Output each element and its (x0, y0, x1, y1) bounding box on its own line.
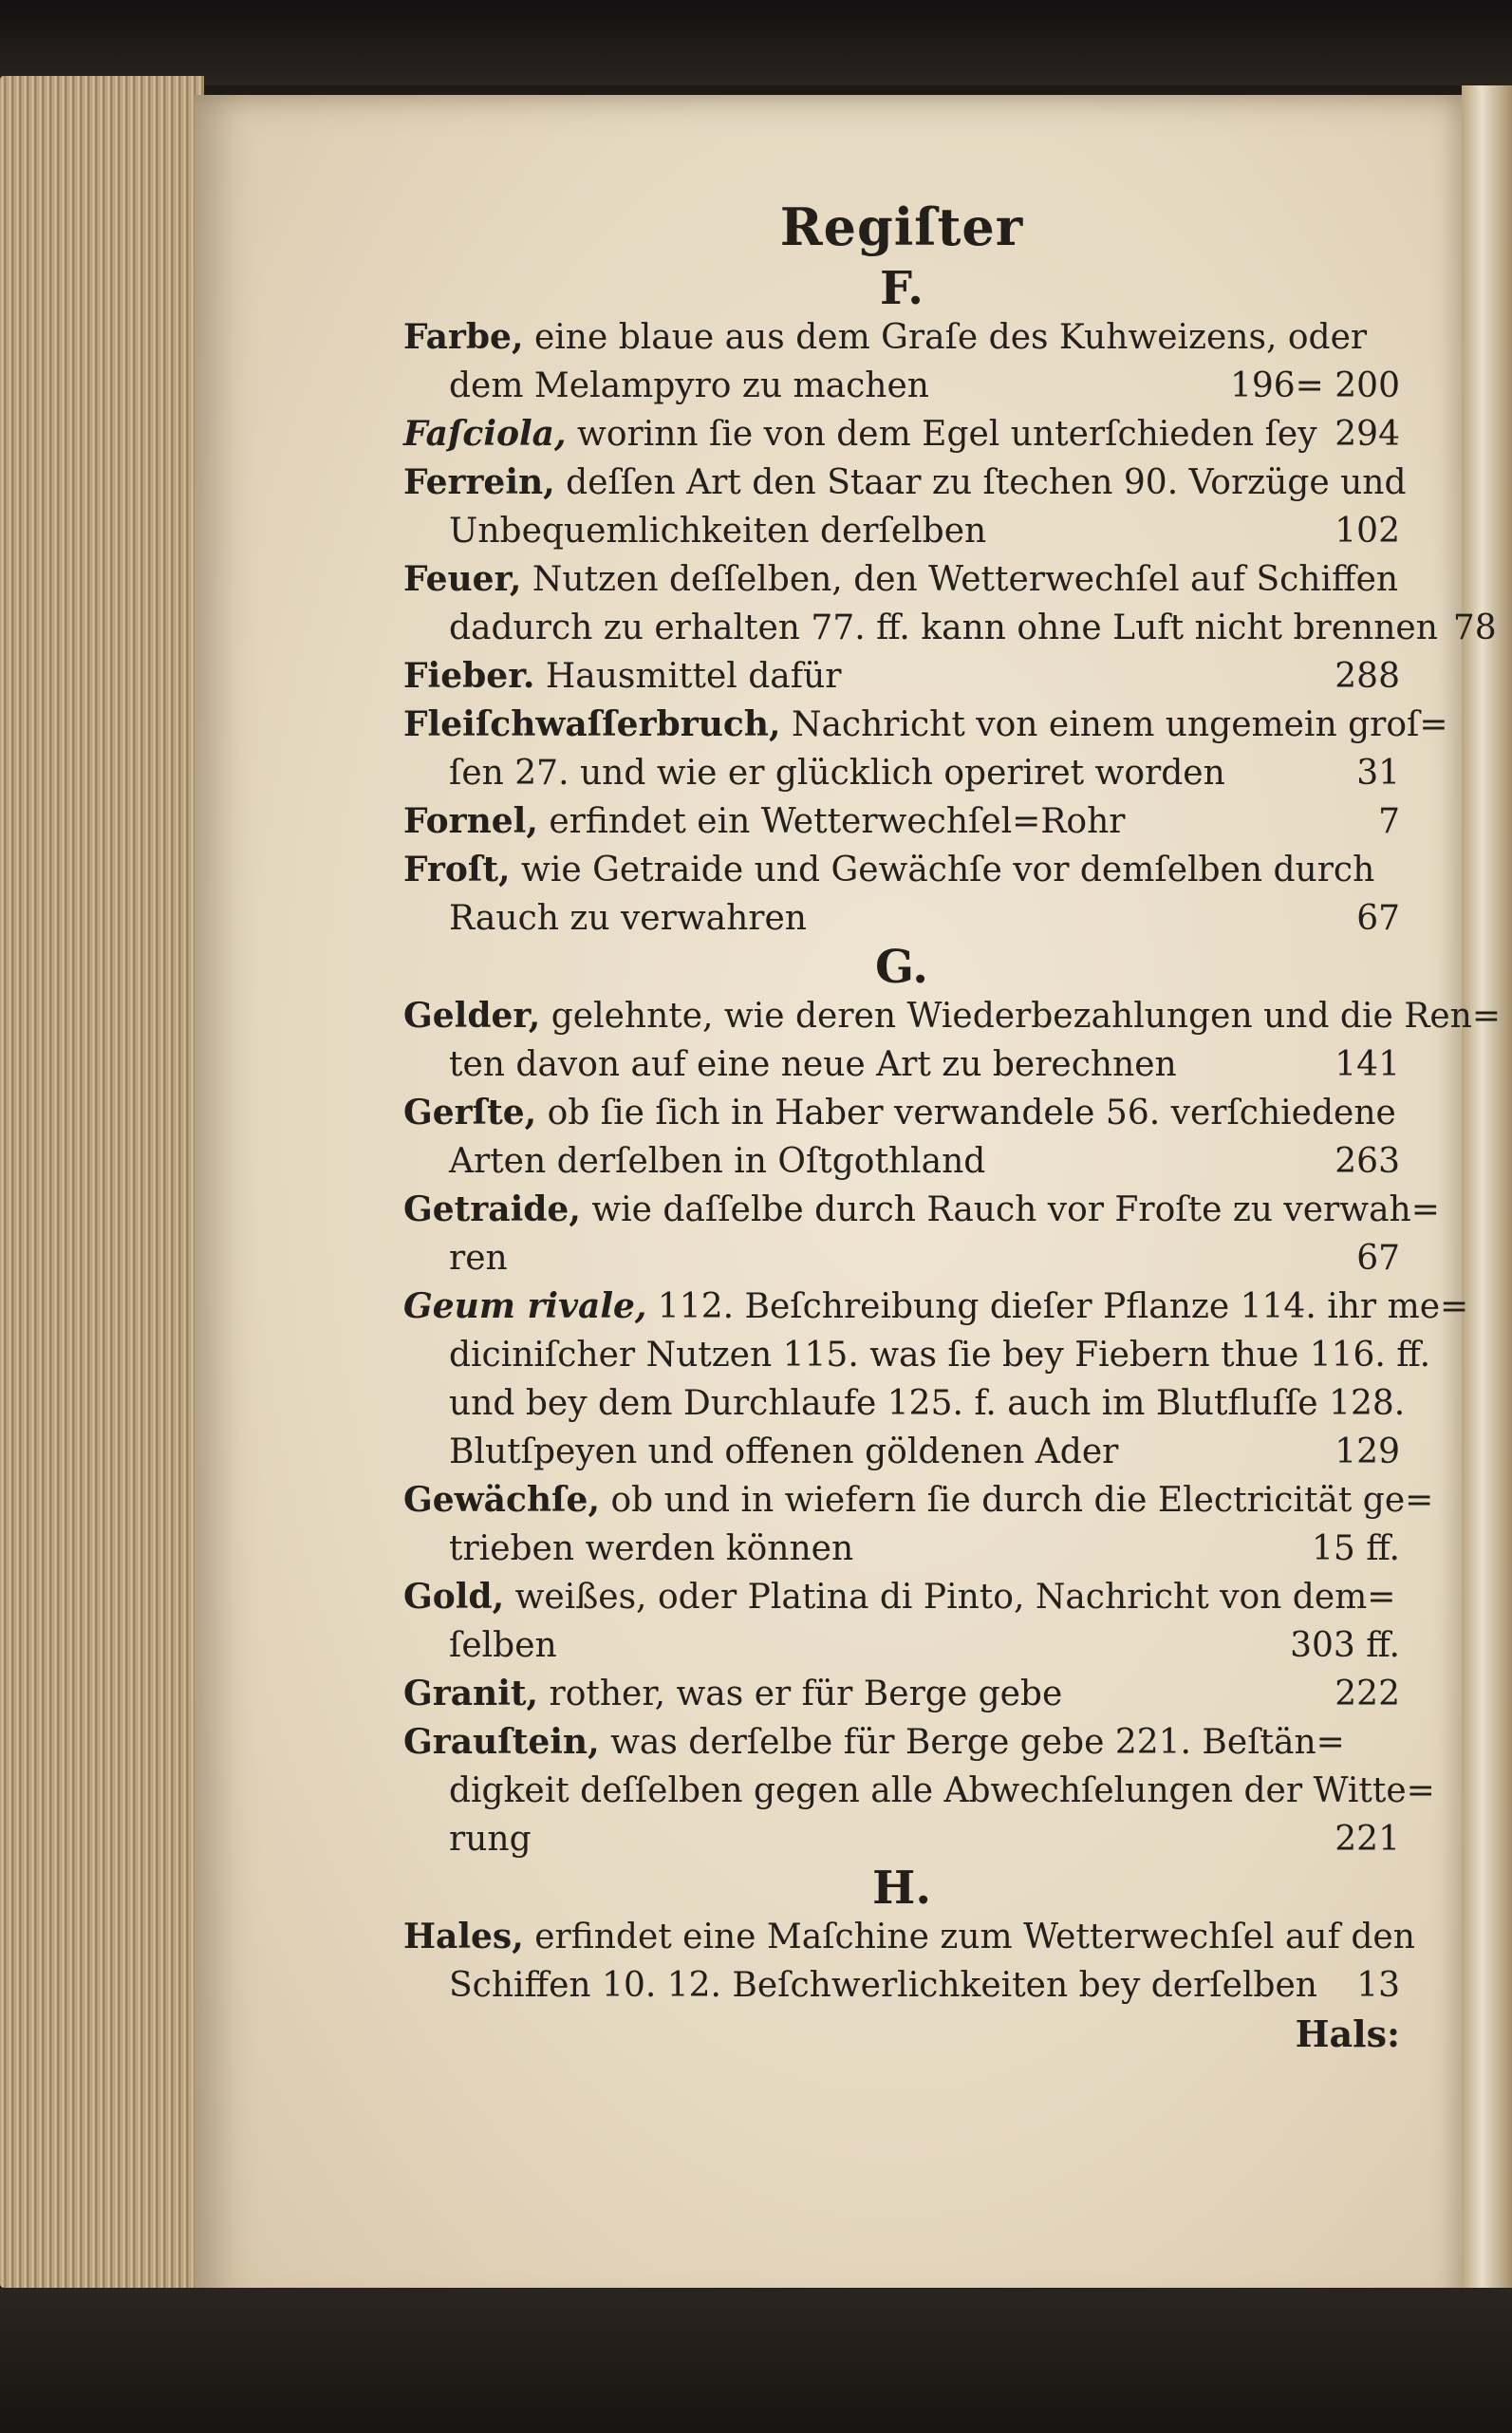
entry-line-text-wrap (449, 1961, 1341, 2010)
entry-line (403, 749, 1400, 797)
register-section (403, 1862, 1415, 2010)
register-content (403, 190, 1501, 2059)
entry-line (403, 313, 1400, 362)
entry-text: diciniſcher Nutzen 115. was ſie bey Fiebern thue 116. ff. (449, 1336, 1431, 1375)
entry-line-text-wrap (449, 1767, 1435, 1815)
entry-text: Nachricht von einem ungemein groſ= (791, 705, 1448, 744)
entry-line (403, 507, 1400, 555)
page-reference: 222 (1335, 1675, 1400, 1713)
page-reference: 13 (1356, 1966, 1400, 2005)
entry-line-text-wrap (449, 604, 1438, 652)
entry-line-text-wrap (403, 410, 1319, 459)
page-reference: 129 (1335, 1432, 1400, 1471)
entry-line-text-wrap (403, 1476, 1433, 1525)
page-title: Regiſter (779, 197, 1024, 257)
register-entry (403, 652, 1400, 701)
entry-line-text-wrap (449, 1137, 1319, 1186)
entry-text: ten davon auf eine neue Art zu berechnen (449, 1045, 1177, 1084)
entry-line-text-wrap (449, 1428, 1319, 1476)
page-reference: 7 (1378, 802, 1400, 841)
section-letter: F. (880, 262, 924, 315)
register-entry (403, 1670, 1400, 1718)
entry-text: Rauch zu verwahren (449, 899, 807, 938)
page-reference: 288 (1335, 657, 1400, 696)
entry-line (403, 1089, 1400, 1137)
entry-text: Nutzen deſſelben, den Wetterwechſel auf Schiffen (532, 560, 1399, 599)
entry-line-text-wrap (403, 459, 1407, 507)
entry-line (403, 992, 1501, 1040)
register-entry (403, 1913, 1415, 2010)
entry-line (403, 652, 1400, 701)
entry-text: rother, was er für Berge gebe (549, 1675, 1063, 1713)
entry-line-text-wrap (403, 1573, 1395, 1621)
register-entry (403, 555, 1497, 652)
entry-line (403, 1186, 1440, 1234)
register-section (403, 941, 1501, 1863)
entry-line-text-wrap (403, 1718, 1385, 1767)
register-entry (403, 1573, 1400, 1670)
entry-headword: Getraide, (403, 1189, 581, 1229)
entry-line (403, 1234, 1400, 1282)
page-reference: 141 (1335, 1045, 1400, 1084)
entry-line (403, 1961, 1400, 2010)
entry-text: Hausmittel dafür (545, 657, 842, 696)
entry-line (403, 1331, 1431, 1379)
entry-line (403, 410, 1400, 459)
entry-text: ren (449, 1239, 508, 1278)
entry-headword: Gold, (403, 1577, 505, 1617)
page-reference: 294 (1335, 415, 1400, 454)
entry-line (403, 701, 1448, 749)
entry-headword: Grauſtein, (403, 1722, 600, 1762)
entry-line (403, 1525, 1400, 1573)
entry-headword: Fornel, (403, 801, 538, 841)
register-entry (403, 797, 1400, 846)
entry-text: digkeit deſſelben gegen alle Abwechſelungen der Witte= (449, 1771, 1435, 1810)
entry-line-text-wrap (403, 701, 1448, 749)
entry-line-text-wrap (403, 652, 1319, 701)
entry-headword: Hales, (403, 1917, 524, 1956)
entry-text: Schiffen 10. 12. Beſchwerlichkeiten bey derſelben (449, 1966, 1317, 2005)
entry-text: rung (449, 1820, 532, 1859)
entry-headword: Gelder, (403, 996, 541, 1036)
entry-text: Arten derſelben in Oſtgothland (449, 1142, 986, 1181)
entry-line-text-wrap (449, 1040, 1319, 1089)
entry-line (403, 1913, 1415, 1961)
entry-line-text-wrap (449, 507, 1319, 555)
entry-headword: Geum rivale, (403, 1286, 647, 1326)
register-entry (403, 701, 1448, 797)
entry-headword: Faſciola, (403, 414, 567, 454)
entry-line-text-wrap (403, 797, 1363, 846)
entry-text: deſſen Art den Staar zu ſtechen 90. Vorzüge und (566, 463, 1407, 502)
entry-line-text-wrap (403, 1186, 1440, 1234)
entry-line-text-wrap (403, 846, 1385, 894)
entry-headword: Fieber. (403, 656, 535, 696)
entry-line (403, 1621, 1400, 1670)
page-reference: 67 (1356, 1239, 1400, 1278)
entry-line-text-wrap (403, 1282, 1468, 1331)
entry-text: ob und in wiefern ſie durch die Electricität ge= (610, 1481, 1434, 1520)
entry-line (403, 459, 1407, 507)
page-reference: 31 (1356, 754, 1400, 793)
entry-text: worinn ſie von dem Egel unterſchieden ſey (577, 415, 1317, 454)
entry-headword: Feuer, (403, 559, 522, 599)
entry-line-text-wrap (449, 894, 1341, 943)
page-reference: 78 (1452, 608, 1497, 647)
register-entry (403, 1476, 1434, 1573)
entry-line-text-wrap (403, 1089, 1396, 1137)
entry-headword: Ferrein, (403, 462, 555, 502)
entry-text: dadurch zu erhalten 77. ff. kann ohne Luft nicht brennen (449, 608, 1438, 647)
entry-line-text-wrap (449, 1234, 1341, 1282)
entry-text: Unbequemlichkeiten derſelben (449, 512, 987, 551)
entry-line-text-wrap (403, 1913, 1415, 1961)
page-reference: 263 (1335, 1142, 1400, 1181)
page-reference: 196= 200 (1229, 366, 1400, 405)
entry-line (403, 362, 1400, 410)
background-bottom (0, 2288, 1512, 2433)
page-reference: 102 (1335, 512, 1400, 551)
register-entry (403, 846, 1400, 943)
entry-line (403, 1379, 1406, 1428)
entry-line (403, 894, 1400, 943)
register-entry (403, 1282, 1469, 1476)
entry-line (403, 797, 1400, 846)
entry-text: wie daſſelbe durch Rauch vor Froſte zu verwah= (591, 1190, 1440, 1229)
entry-text: dem Melampyro zu machen (449, 366, 929, 405)
register-section (403, 262, 1497, 943)
entry-text: weißes, oder Platina di Pinto, Nachricht von dem= (514, 1578, 1396, 1617)
entry-text: wie Getraide und Gewächſe vor demſelben durch (521, 851, 1375, 889)
register-entry (403, 313, 1400, 410)
entry-headword: Gewächſe, (403, 1480, 600, 1520)
entry-line-text-wrap (449, 749, 1341, 797)
entry-line-text-wrap (449, 362, 1215, 410)
register-entry (403, 1718, 1435, 1863)
entry-text: Blutſpeyen und offenen göldenen Ader (449, 1432, 1119, 1471)
entry-line (403, 555, 1400, 604)
page-reference: 303 ff. (1290, 1626, 1400, 1665)
entry-text: 112. Beſchreibung dieſer Pflanze 114. ihr me= (657, 1287, 1469, 1326)
entry-line (403, 1718, 1400, 1767)
entry-line-text-wrap (403, 555, 1398, 604)
entry-text: trieben werden können (449, 1529, 854, 1568)
background-top (0, 0, 1512, 85)
entry-line (403, 1040, 1400, 1089)
register-entry (403, 1089, 1400, 1186)
entry-text: erfindet ein Wetterwechſel=Rohr (549, 802, 1126, 841)
entry-text: ſelben (449, 1626, 557, 1665)
register-entry (403, 1186, 1440, 1282)
section-letter: H. (871, 1862, 932, 1915)
entry-line-text-wrap (449, 1331, 1430, 1379)
register-entry (403, 410, 1400, 459)
entry-line (403, 604, 1497, 652)
entry-line-text-wrap (449, 1525, 1297, 1573)
catchword: Hals: (1295, 2012, 1400, 2055)
entry-line-text-wrap (403, 313, 1385, 362)
book-page-edges (0, 76, 204, 2288)
right-page-edge (1462, 85, 1512, 2307)
register-sections (403, 262, 1501, 2010)
entry-text: ſen 27. und wie er glücklich operiret worden (449, 754, 1225, 793)
entry-line-text-wrap (449, 1621, 1275, 1670)
entry-text: gelehnte, wie deren Wiederbezahlungen und die Ren= (551, 997, 1501, 1036)
entry-line-text-wrap (403, 992, 1501, 1040)
entry-line (403, 1476, 1434, 1525)
register-entry (403, 459, 1407, 555)
entry-text: ob ſie ſich in Haber verwandele 56. verſchiedene (547, 1094, 1396, 1132)
entry-line (403, 1282, 1469, 1331)
entry-line-text-wrap (449, 1815, 1319, 1863)
entry-text: eine blaue aus dem Graſe des Kuhweizens, oder (533, 318, 1368, 357)
entry-headword: Gerſte, (403, 1093, 537, 1132)
entry-line (403, 1815, 1400, 1863)
entry-headword: Granit, (403, 1674, 539, 1713)
entry-line (403, 1428, 1400, 1476)
entry-line (403, 1573, 1400, 1621)
entry-line-text-wrap (403, 1670, 1319, 1718)
entry-line-text-wrap (449, 1379, 1405, 1428)
page-reference: 67 (1356, 899, 1400, 938)
entry-text: erfindet eine Maſchine zum Wetterwechſel auf den (534, 1918, 1415, 1956)
entry-text: und bey dem Durchlaufe 125. f. auch im Blutfluſſe 128. (449, 1384, 1406, 1423)
entry-line (403, 1670, 1400, 1718)
entry-line (403, 846, 1400, 894)
entry-headword: Fleiſchwaſſerbruch, (403, 704, 781, 744)
entry-headword: Farbe, (403, 317, 524, 357)
entry-line (403, 1767, 1435, 1815)
entry-line (403, 1137, 1400, 1186)
entry-headword: Froſt, (403, 850, 511, 889)
section-letter: G. (875, 941, 928, 994)
page-reference: 221 (1335, 1820, 1400, 1859)
page-reference: 15 ff. (1312, 1529, 1400, 1568)
register-entry (403, 992, 1501, 1089)
entry-text: was derſelbe für Berge gebe 221. Beſtän= (610, 1723, 1345, 1762)
